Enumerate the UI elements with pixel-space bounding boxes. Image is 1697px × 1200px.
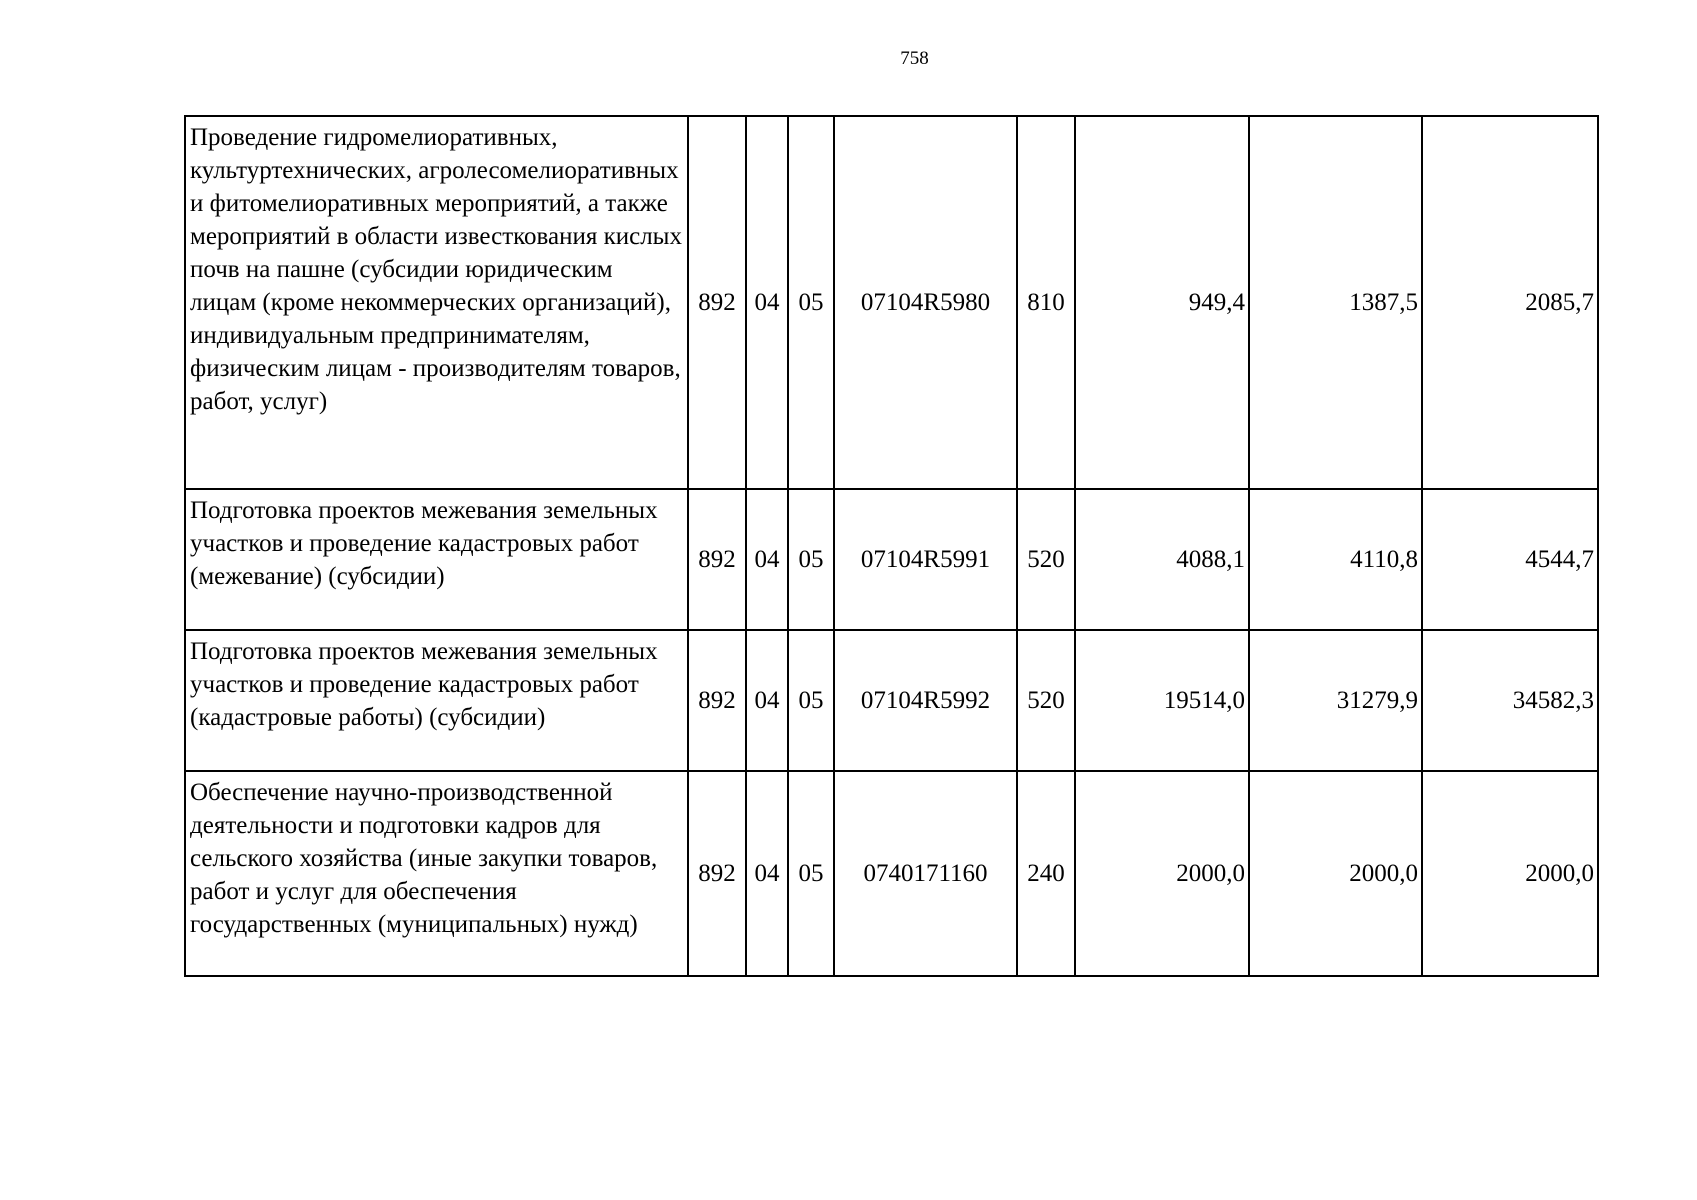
expense-name: Проведение гидромелиоративных, культуртехнических, агролесомелиоративных и фитомелиоративных мероприятий, а также мероприятий в области известкования кислых почв на пашне (субсидии юридическим лицам (кроме некоммерческих организаций), индивидуальным предпринимателям, физическим лицам - производителям товаров, работ, услуг) xyxy=(185,116,688,489)
subsection-code: 05 xyxy=(788,116,834,489)
section-code: 04 xyxy=(746,630,788,771)
amount-year-1: 4088,1 xyxy=(1075,489,1249,630)
section-code: 04 xyxy=(746,771,788,976)
expense-type-code: 520 xyxy=(1017,630,1075,771)
subsection-code: 05 xyxy=(788,771,834,976)
subsection-code: 05 xyxy=(788,630,834,771)
target-article-code: 0740171160 xyxy=(834,771,1017,976)
section-code: 04 xyxy=(746,116,788,489)
expense-type-code: 810 xyxy=(1017,116,1075,489)
amount-year-1: 949,4 xyxy=(1075,116,1249,489)
expense-name: Подготовка проектов межевания земельных участков и проведение кадастровых работ (межевание) (субсидии) xyxy=(185,489,688,630)
amount-year-2: 1387,5 xyxy=(1249,116,1422,489)
ministry-code: 892 xyxy=(688,116,746,489)
target-article-code: 07104R5992 xyxy=(834,630,1017,771)
amount-year-3: 34582,3 xyxy=(1422,630,1598,771)
ministry-code: 892 xyxy=(688,630,746,771)
table-row xyxy=(185,771,1598,976)
section-code: 04 xyxy=(746,489,788,630)
amount-year-2: 4110,8 xyxy=(1249,489,1422,630)
amount-year-3: 2085,7 xyxy=(1422,116,1598,489)
amount-year-1: 2000,0 xyxy=(1075,771,1249,976)
subsection-code: 05 xyxy=(788,489,834,630)
expense-type-code: 520 xyxy=(1017,489,1075,630)
expense-type-code: 240 xyxy=(1017,771,1075,976)
expense-name: Обеспечение научно-производственной деятельности и подготовки кадров для сельского хозяйства (иные закупки товаров, работ и услуг для обеспечения государственных (муниципальных) нужд) xyxy=(185,771,688,976)
table-row xyxy=(185,489,1598,630)
expense-name: Подготовка проектов межевания земельных участков и проведение кадастровых работ (кадастровые работы) (субсидии) xyxy=(185,630,688,771)
amount-year-3: 4544,7 xyxy=(1422,489,1598,630)
ministry-code: 892 xyxy=(688,489,746,630)
table-row xyxy=(185,116,1598,489)
ministry-code: 892 xyxy=(688,771,746,976)
target-article-code: 07104R5991 xyxy=(834,489,1017,630)
amount-year-2: 31279,9 xyxy=(1249,630,1422,771)
amount-year-1: 19514,0 xyxy=(1075,630,1249,771)
page-number: 758 xyxy=(900,48,929,69)
table-row xyxy=(185,630,1598,771)
budget-table xyxy=(184,115,1599,977)
amount-year-2: 2000,0 xyxy=(1249,771,1422,976)
amount-year-3: 2000,0 xyxy=(1422,771,1598,976)
target-article-code: 07104R5980 xyxy=(834,116,1017,489)
